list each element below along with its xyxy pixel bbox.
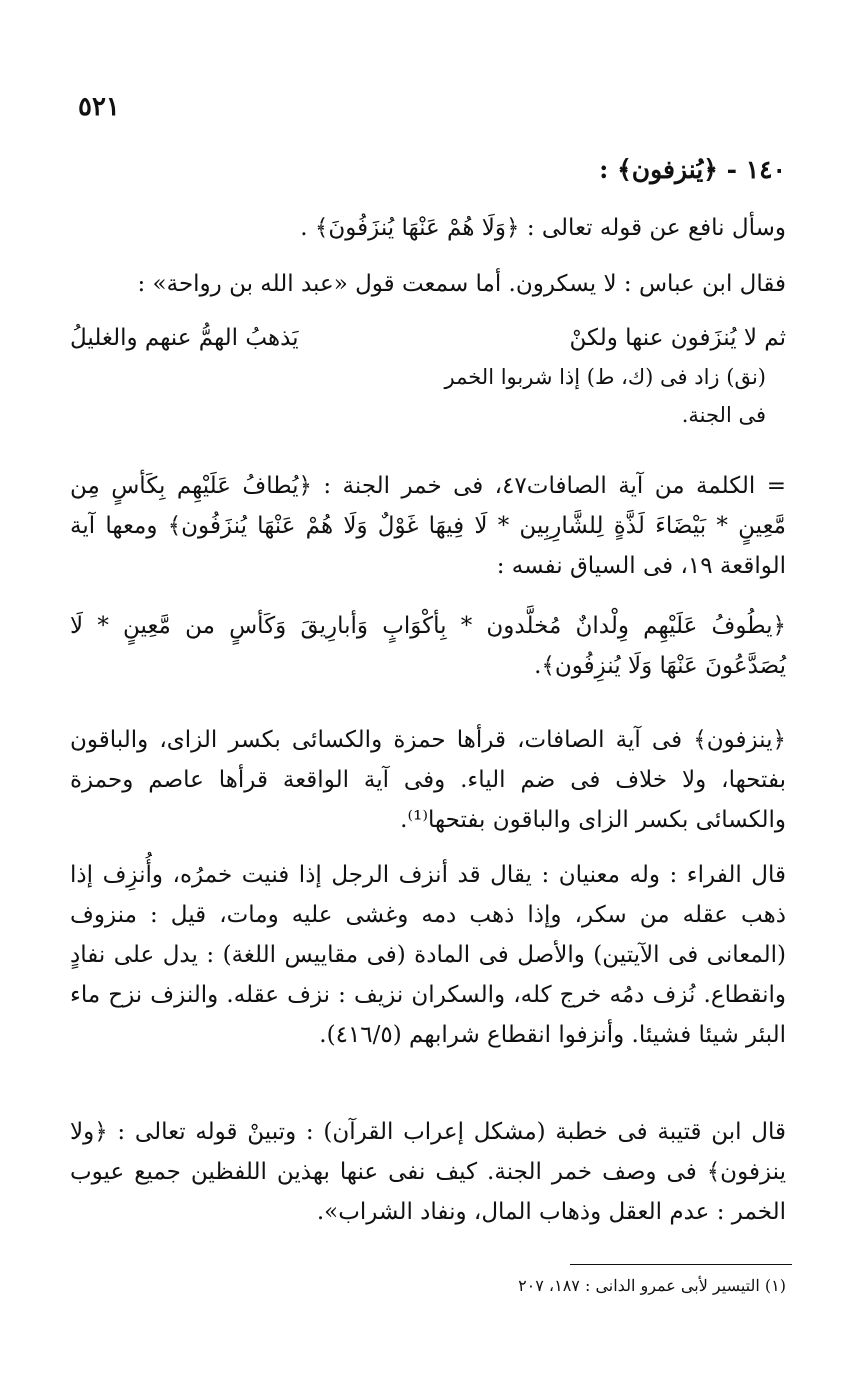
poem-variant-note-end: فى الجنة. [681, 403, 766, 427]
paragraph-farra: قال الفراء : وله معنيان : يقال قد أنزف الرجل إذا فنيت خمرُه، وأُنزِف إذا ذهب عقله من سكر، وإذا ذهب دمه وغشى عليه ومات، قيل : منزوف (المعانى فى الآيتين) والأصل فى المادة (فى مقاييس اللغة) : يدل على نفادٍ وانقطاع. نُزف دمُه خرج كله، والسكران نزيف : نزف عقله. والنزف نزح ماء البئر شيئا فشيئا. وأنزفوا انقطاع شرابهم (٤١٦/٥). [70, 862, 786, 1048]
page-number: ٥٢١ [78, 92, 120, 122]
entry-heading: ١٤٠ - ﴿يُنزفون﴾ : [599, 155, 786, 184]
paragraph-saffat-verse: = الكلمة من آية الصافات٤٧، فى خمر الجنة : ﴿يُطافُ عَلَيْهِم بِكَأسٍ مِن مَّعِينٍ * بَيْضَاءَ لَذَّةٍ لِلشَّارِبِين * لَا فِيهَا غَوْلٌ وَلَا هُمْ عَنْهَا يُنزَفُون﴾ ومعها آية الواقعة ١٩، فى السياق نفسه : [70, 473, 786, 579]
paragraph-question: وسأل نافع عن قوله تعالى : ﴿وَلَا هُمْ عَنْهَا يُنزَفُونَ﴾ . [300, 215, 786, 241]
paragraph-readings: ﴿ينزفون﴾ فى آية الصافات، قرأها حمزة والكسائى بكسر الزاى، والباقون بفتحها، ولا خلاف فى ضم الياء. وفى آية الواقعة قرأها عاصم وحمزة والكسائى بكسر الزاى والباقون بفتحها⁽¹⁾. [70, 727, 786, 833]
poem-hemistich-first: ثم لا يُنزَفون عنها ولكنْ [569, 325, 786, 351]
paragraph-ibn-qutayba: قال ابن قتيبة فى خطبة (مشكل إعراب القرآن) : وتبينْ قوله تعالى : ﴿ولا ينزفون﴾ فى وصف خمر الجنة. كيف نفى عنها بهذين اللفظين جميع عيوب الخمر : عدم العقل وذهاب المال، ونفاد الشراب». [70, 1119, 786, 1225]
footnote-divider [570, 1264, 792, 1265]
poem-verse [70, 318, 786, 434]
poem-variant-note: (نق) زاد فى (ك، ط) إذا شربوا الخمر [444, 365, 766, 389]
paragraph-answer: فقال ابن عباس : لا يسكرون. أما سمعت قول «عبد الله بن رواحة» : [137, 271, 786, 297]
paragraph-waqia-verse: ﴿يطُوفُ عَلَيْهِم وِلْدانٌ مُخلَّدون * بِأكْوَابٍ وَأبارِيقَ وَكَأسٍ من مَّعِينٍ * لَا يُصَدَّعُونَ عَنْهَا وَلَا يُنزِفُون﴾. [70, 613, 786, 679]
poem-hemistich-second: يَذهبُ الهمُّ عنهم والغليلُ [70, 325, 299, 351]
footnote: (١) التيسير لأبى عمرو الدانى : ١٨٧، ٢٠٧ [518, 1276, 786, 1295]
